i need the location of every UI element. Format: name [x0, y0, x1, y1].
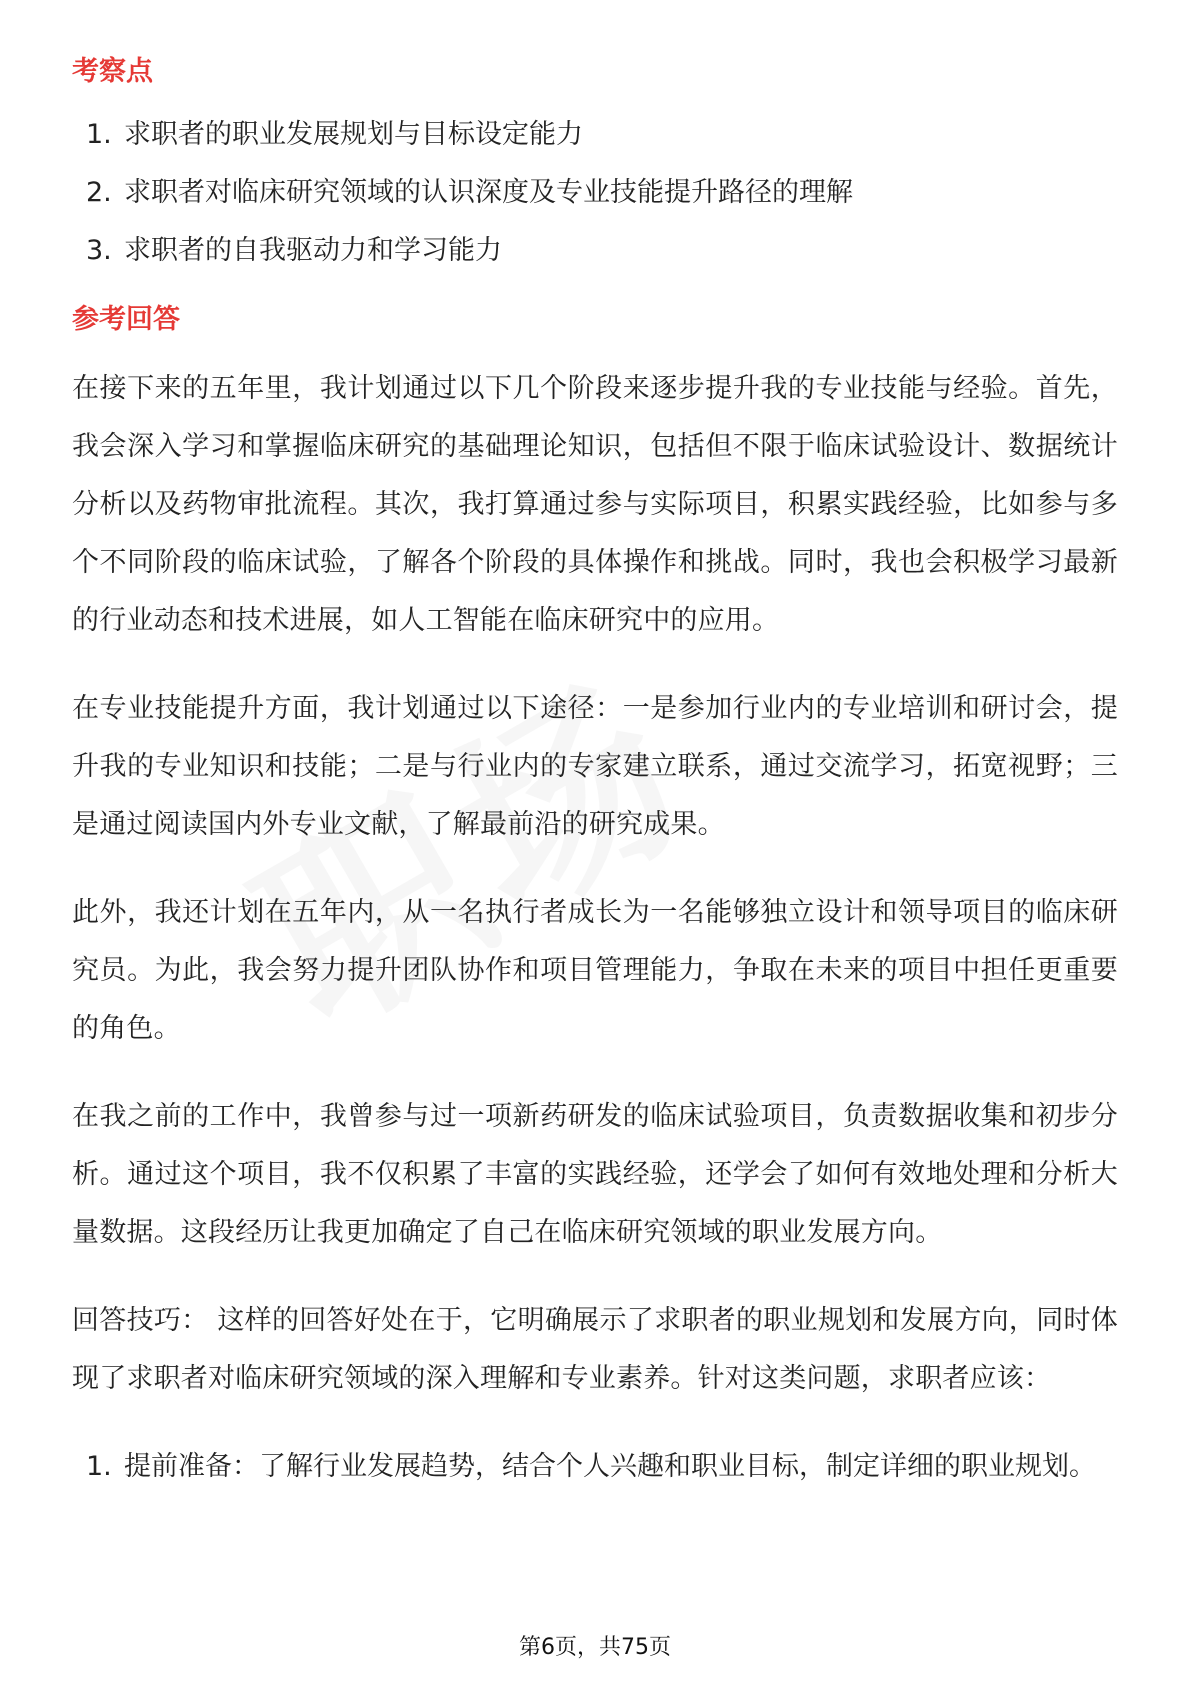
tips-paragraph: 回答技巧： 这样的回答好处在于，它明确展示了求职者的职业规划和发展方向，同时体现了求职者对临床研究领域的深入理解和专业素养。针对这类问题，求职者应该： — [72, 1305, 1118, 1394]
answer-heading: 参考回答 — [72, 304, 180, 335]
list-item-number: 3. — [86, 235, 112, 266]
points-heading: 考察点 — [72, 56, 153, 87]
answer-paragraph: 在我之前的工作中，我曾参与过一项新药研发的临床试验项目，负责数据收集和初步分析。通过这个项目，我不仅积累了丰富的实践经验，还学会了如何有效地处理和分析大量数据。这段经历让我更加确定了自己在临床研究领域的职业发展方向。 — [72, 1101, 1118, 1248]
list-item — [72, 106, 1118, 164]
list-item-number: 1. — [86, 1451, 112, 1482]
list-item-number: 1. — [86, 119, 112, 150]
answer-paragraph: 在专业技能提升方面，我计划通过以下途径：一是参加行业内的专业培训和研讨会，提升我的专业知识和技能；二是与行业内的专家建立联系，通过交流学习，拓宽视野；三是通过阅读国内外专业文献，了解最前沿的研究成果。 — [72, 693, 1118, 840]
answer-paragraph: 此外，我还计划在五年内，从一名执行者成长为一名能够独立设计和领导项目的临床研究员。为此，我会努力提升团队协作和项目管理能力，争取在未来的项目中担任更重要的角色。 — [72, 897, 1118, 1044]
list-item-text: 求职者的自我驱动力和学习能力 — [124, 235, 502, 266]
list-item-text: 求职者对临床研究领域的认识深度及专业技能提升路径的理解 — [124, 177, 853, 208]
list-item-text: 提前准备：了解行业发展趋势，结合个人兴趣和职业目标，制定详细的职业规划。 — [124, 1451, 1096, 1482]
points-list — [72, 106, 1118, 280]
list-item — [72, 164, 1118, 222]
page-content — [72, 48, 1118, 1496]
page-number: 第6页，共75页 — [519, 1635, 671, 1660]
tips-list — [72, 1438, 1118, 1496]
list-item-text: 求职者的职业发展规划与目标设定能力 — [124, 119, 583, 150]
answer-paragraph: 在接下来的五年里，我计划通过以下几个阶段来逐步提升我的专业技能与经验。首先，我会深入学习和掌握临床研究的基础理论知识，包括但不限于临床试验设计、数据统计分析以及药物审批流程。其次，我打算通过参与实际项目，积累实践经验，比如参与多个不同阶段的临床试验，了解各个阶段的具体操作和挑战。同时，我也会积极学习最新的行业动态和技术进展，如人工智能在临床研究中的应用。 — [72, 373, 1118, 636]
list-item — [72, 1438, 1118, 1496]
list-item — [72, 222, 1118, 280]
list-item-number: 2. — [86, 177, 112, 208]
